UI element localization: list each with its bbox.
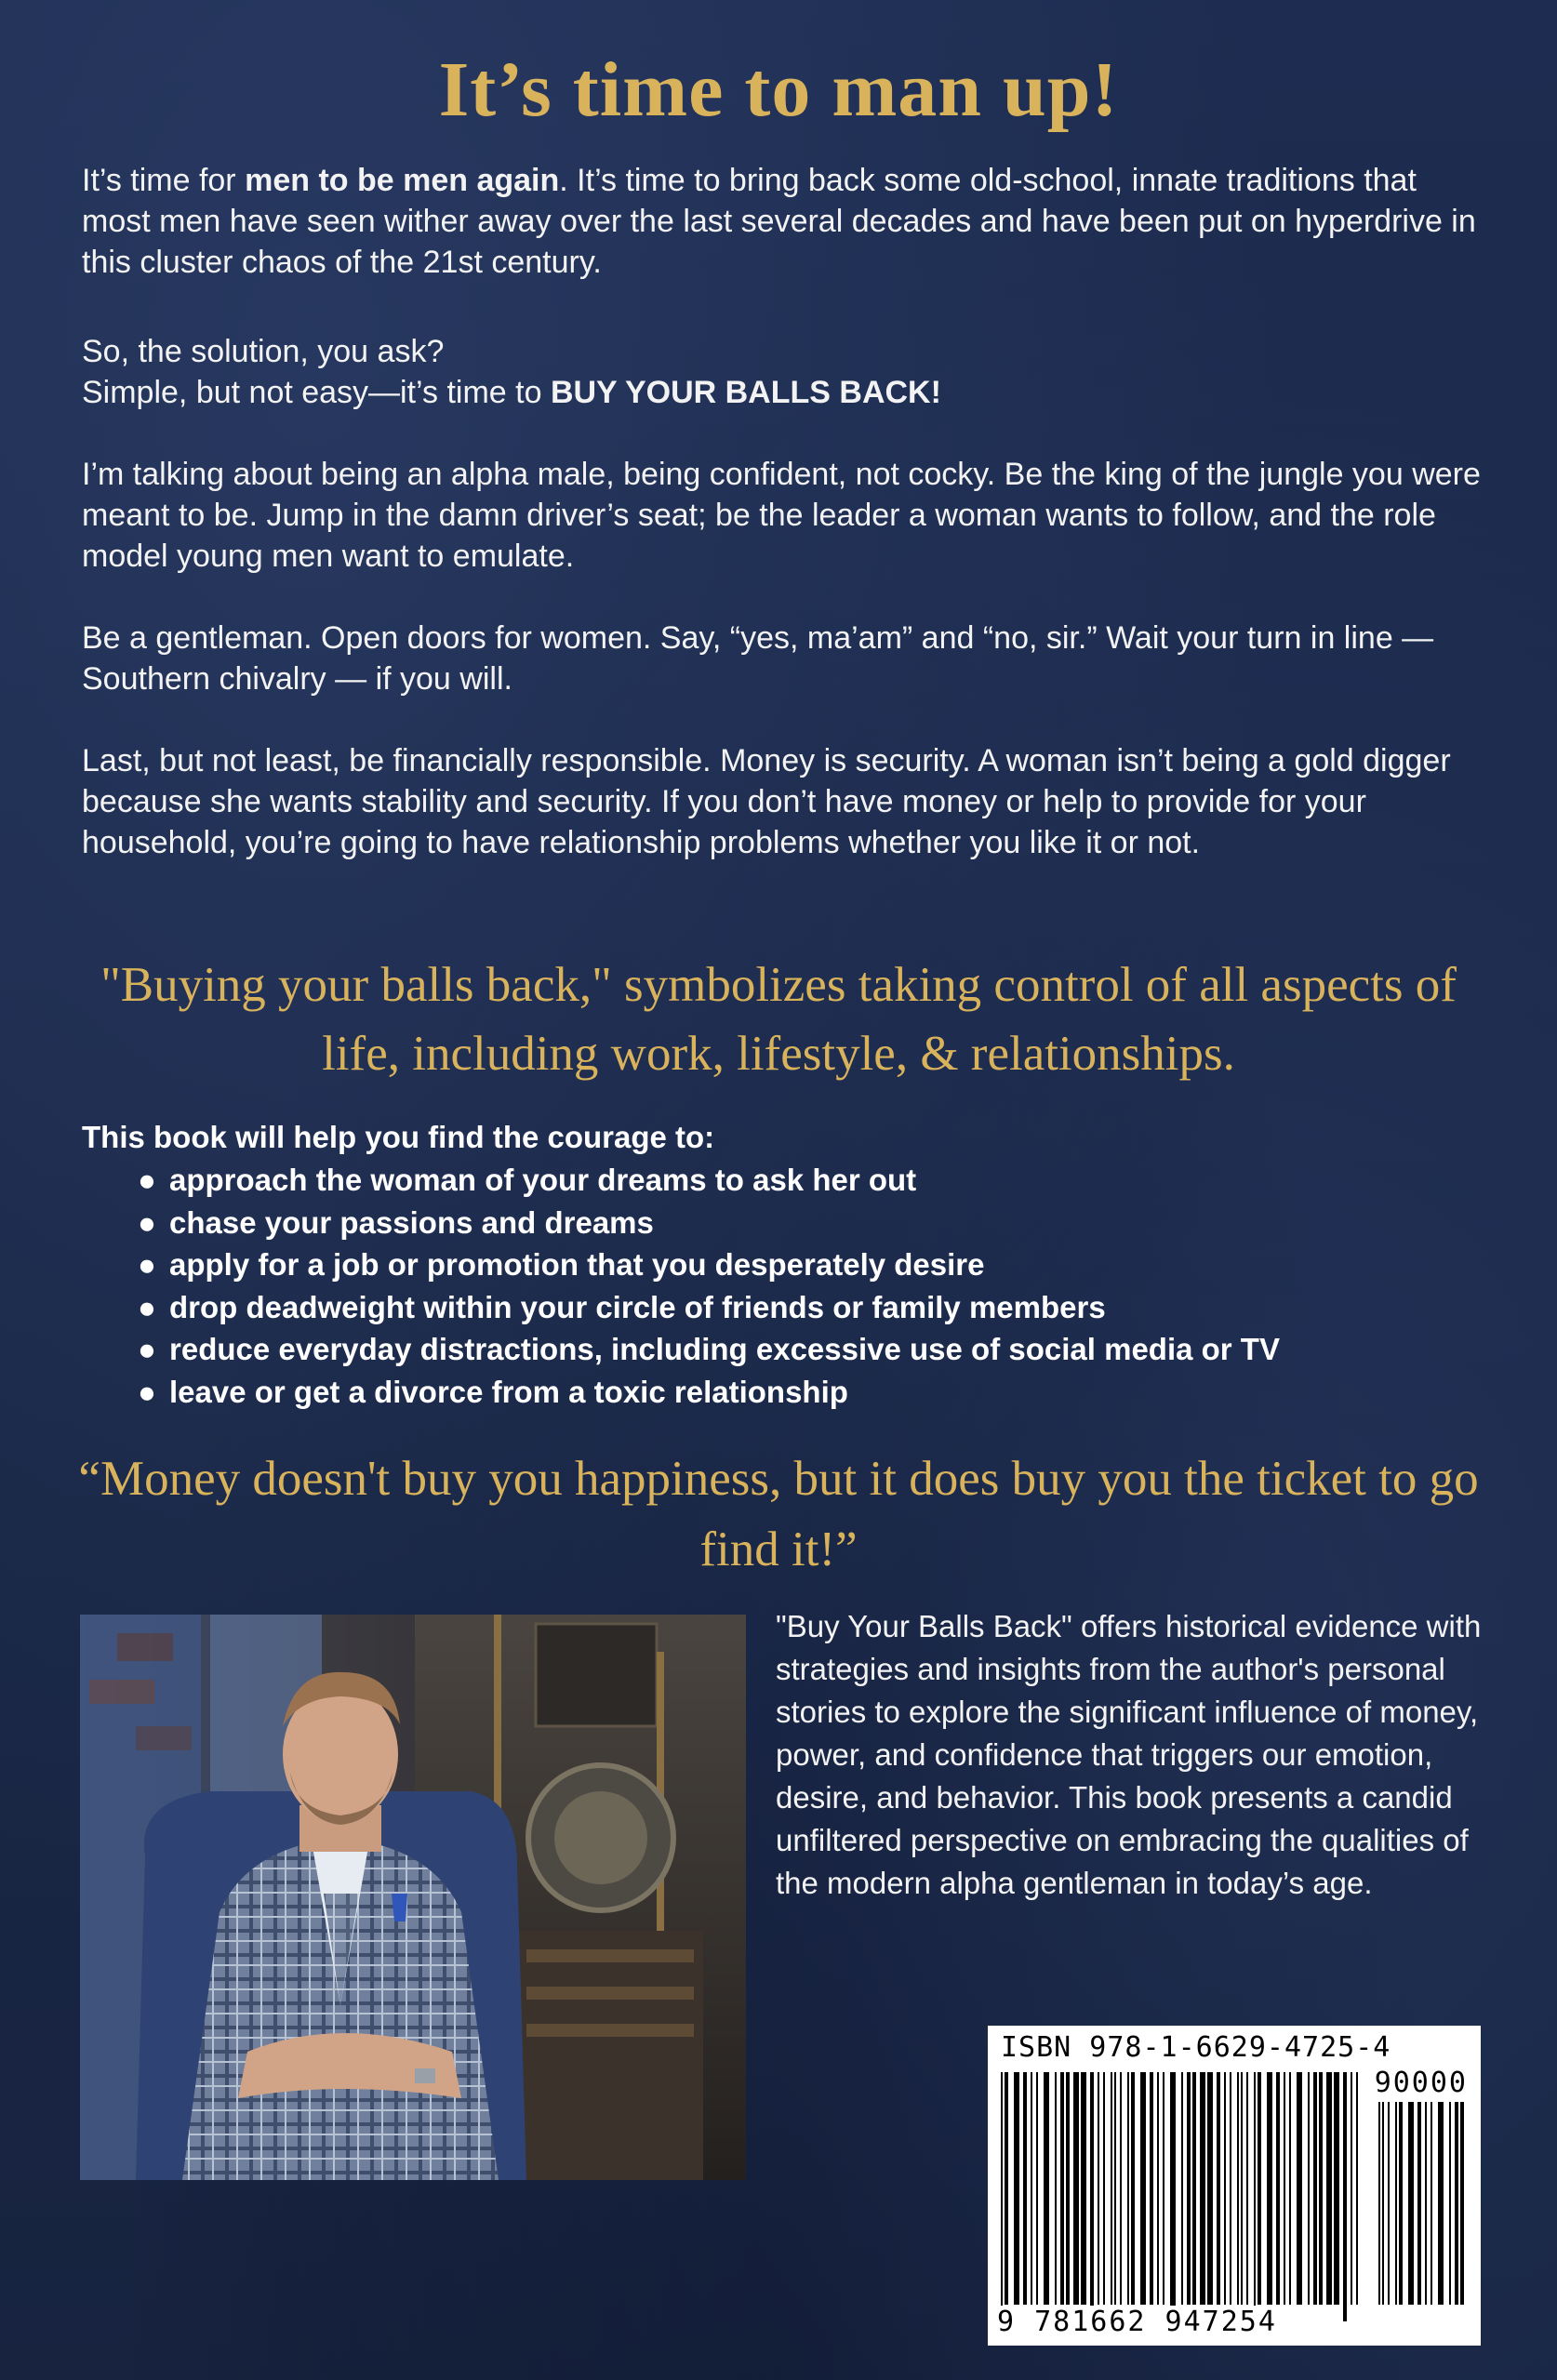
barcode-bar: [1098, 2072, 1099, 2305]
barcode-bar: [1241, 2072, 1243, 2305]
barcode-bar: [1060, 2072, 1064, 2305]
bullet-icon: ●: [138, 1204, 156, 1240]
barcode-bar: [1237, 2072, 1239, 2305]
solution-answer-text: Simple, but not easy—it’s time to: [82, 375, 551, 410]
barcode-bar: [1140, 2072, 1146, 2305]
author-photo: [80, 1615, 746, 2180]
list-item-text: chase your passions and dreams: [169, 1204, 654, 1240]
bullet-icon: ●: [138, 1332, 156, 1366]
list-item: [138, 1243, 1280, 1286]
barcode-bar: [1378, 2102, 1380, 2305]
solution-answer: [82, 372, 1486, 413]
barcode-bar: [1425, 2102, 1427, 2305]
list-item-text: apply for a job or promotion that you desperately desire: [169, 1247, 985, 1282]
barcode-bar: [1297, 2072, 1302, 2305]
financial-paragraph: Last, but not least, be financially responsible. Money is security. A woman isn’t being a gold digger because she wants stability and security. If you don’t have money or help to provide for your household, you’re going to have relationship problems whether you like it or not.: [82, 743, 1451, 860]
barcode-bar: [1031, 2072, 1032, 2305]
pull-quote-money: “Money doesn't buy you happiness, but it does buy you the ticket to go find it!”: [78, 1452, 1479, 1576]
intro-text-before: It’s time for: [82, 163, 246, 198]
barcode-bar: [1150, 2072, 1153, 2305]
barcode-bar: [1455, 2102, 1458, 2305]
barcode-bar: [1066, 2072, 1070, 2305]
bullet-icon: ●: [138, 1163, 156, 1197]
barcode-bars: [988, 2026, 1481, 2346]
barcode-bar: [1343, 2072, 1347, 2321]
list-item: [138, 1286, 1280, 1329]
barcode-bar: [1170, 2072, 1176, 2321]
barcode-bar: [1157, 2072, 1159, 2305]
barcode-bar: [1192, 2072, 1196, 2305]
barcode-bar: [1014, 2072, 1019, 2305]
barcode-bar: [1224, 2072, 1226, 2305]
list-item-text: leave or get a divorce from a toxic relationship: [169, 1374, 848, 1409]
solution-paragraph: [82, 331, 1486, 413]
barcode-bar: [1308, 2072, 1310, 2305]
barcode-bar: [1230, 2072, 1231, 2305]
solution-answer-bold: BUY YOUR BALLS BACK!: [550, 375, 941, 410]
barcode-bar: [1081, 2072, 1086, 2305]
alpha-male-paragraph: I’m talking about being an alpha male, being confident, not cocky. Be the king of the jungle you were meant to be. Jump in the damn driver’s seat; be the leader a woman wants to follow, and the role model young men want to emulate.: [82, 457, 1481, 574]
list-item-text: reduce everyday distractions, including excessive use of social media or TV: [169, 1332, 1280, 1366]
barcode-bar: [1055, 2072, 1057, 2305]
bullet-icon: ●: [138, 1374, 156, 1409]
list-item: [138, 1371, 1280, 1414]
barcode-bar: [1276, 2072, 1280, 2305]
barcode-bar: [1044, 2072, 1049, 2305]
barcode-bar: [1246, 2072, 1248, 2305]
barcode-bar: [1399, 2102, 1403, 2305]
barcode-bar: [1460, 2102, 1464, 2305]
barcode-bar: [1254, 2072, 1256, 2321]
list-item: [138, 1202, 1280, 1244]
barcode-bar: [1258, 2072, 1261, 2305]
list-item: [138, 1328, 1280, 1371]
isbn-barcode-block: [988, 2026, 1481, 2346]
intro-text-after: . It’s time to bring back some old-school, innate traditions that most men have seen wither away over the last several decades and have been put on hyperdrive in this cluster chaos of the 21st century.: [82, 163, 1476, 280]
barcode-bar: [1334, 2072, 1339, 2305]
barcode-bar: [1200, 2072, 1205, 2305]
price-code: 90000: [1374, 2067, 1468, 2099]
barcode-bar: [1356, 2072, 1358, 2305]
barcode-bar: [1131, 2072, 1135, 2305]
courage-list-intro: This book will help you find the courage to:: [82, 1120, 715, 1154]
solution-question: So, the solution, you ask?: [82, 334, 445, 369]
barcode-bar: [1120, 2072, 1122, 2305]
barcode-bar: [1111, 2072, 1112, 2305]
intro-bold-phrase: men to be men again: [245, 163, 560, 198]
list-item-text: approach the woman of your dreams to ask her out: [169, 1163, 917, 1197]
barcode-bar: [1114, 2072, 1116, 2305]
pull-quote-symbolizes: "Buying your balls back," symbolizes taking control of all aspects of life, including work, lifestyle, & relationships.: [100, 958, 1457, 1081]
gentleman-paragraph: Be a gentleman. Open doors for women. Say, “yes, ma’am” and “no, sir.” Wait your turn in line — Southern chivalry — if you will.: [82, 620, 1434, 697]
barcode-number: 9 781662 947254: [997, 2306, 1277, 2338]
courage-list: [138, 1159, 1280, 1413]
barcode-bar: [1395, 2102, 1397, 2305]
barcode-bar: [1382, 2102, 1384, 2305]
barcode-bar: [1408, 2102, 1414, 2305]
barcode-bar: [1449, 2102, 1451, 2305]
cover-headline: It’s time to man up!: [438, 47, 1119, 133]
barcode-bar: [1417, 2102, 1421, 2305]
list-item: [138, 1159, 1280, 1202]
barcode-bar: [1181, 2072, 1183, 2305]
book-description: "Buy Your Balls Back" offers historical evidence with strategies and insights from the author's personal stories to explore the significant influence of money, power, and confidence that triggers our emotion, desire, and behavior. This book presents a candid unfiltered perspective on embracing the qualities of the modern alpha gentleman in today’s age.: [776, 1609, 1482, 1900]
barcode-bar: [1326, 2072, 1332, 2305]
barcode-bar: [1163, 2072, 1164, 2305]
isbn-text: ISBN 978-1-6629-4725-4: [1001, 2031, 1391, 2064]
barcode-bar: [1005, 2072, 1008, 2305]
barcode-bar: [1351, 2072, 1352, 2305]
bullet-icon: ●: [138, 1289, 156, 1324]
barcode-bar: [1388, 2102, 1390, 2305]
barcode-bar: [1313, 2072, 1317, 2305]
barcode-bar: [1187, 2072, 1191, 2305]
bullet-icon: ●: [138, 1247, 156, 1282]
barcode-bar: [1217, 2072, 1220, 2305]
barcode-bar: [1127, 2072, 1129, 2305]
barcode-bar: [1036, 2072, 1038, 2305]
barcode-bar: [1438, 2102, 1444, 2305]
barcode-bar: [1431, 2102, 1432, 2305]
barcode-bar: [1001, 2072, 1003, 2321]
barcode-bar: [1073, 2072, 1079, 2305]
barcode-bar: [1267, 2072, 1272, 2305]
barcode-bar: [1207, 2072, 1213, 2305]
intro-paragraph: [82, 160, 1486, 283]
barcode-bar: [1284, 2072, 1285, 2305]
list-item-text: drop deadweight within your circle of friends or family members: [169, 1289, 1106, 1324]
barcode-bar: [1023, 2072, 1027, 2305]
barcode-bar: [1103, 2072, 1105, 2305]
barcode-bar: [1319, 2072, 1323, 2305]
barcode-bar: [1090, 2072, 1094, 2321]
barcode-bar: [1289, 2072, 1291, 2305]
